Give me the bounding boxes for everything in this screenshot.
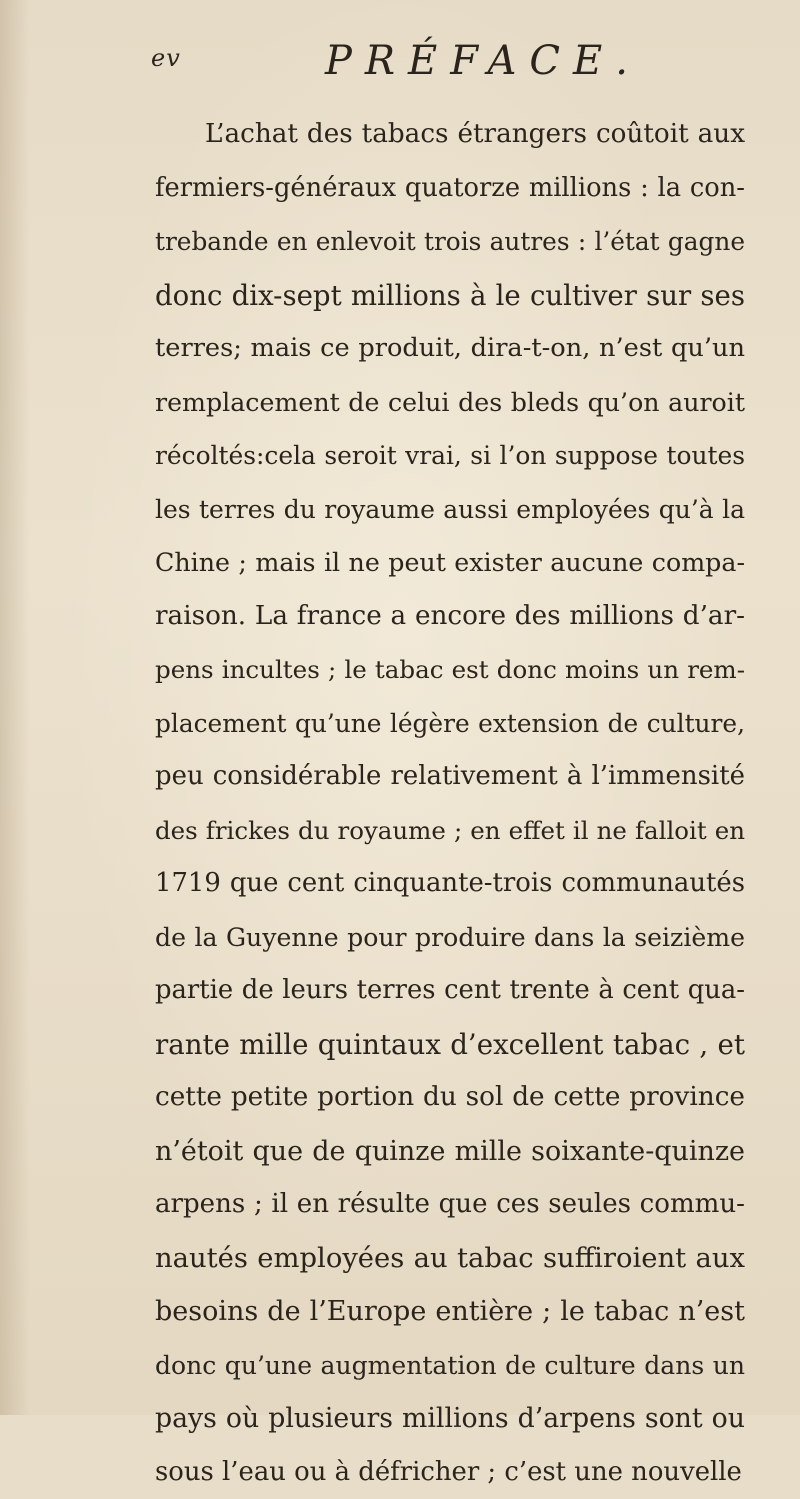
text-line: fermiers-généraux quatorze millions : la con-	[155, 162, 745, 216]
text-line: partie de leurs terres cent trente à cent qua-	[155, 964, 745, 1018]
text-line: remplacement de celui des bleds qu’on auroit	[155, 376, 745, 430]
text-line: pens incultes ; le tabac est donc moins un rem-	[155, 643, 745, 697]
text-line: 1719 que cent cinquante-trois communautés	[155, 857, 745, 911]
text-line: donc qu’une augmentation de culture dans un	[155, 1339, 745, 1393]
text-line: donc dix-sept millions à le cultiver sur ses	[155, 269, 745, 323]
text-line: terres; mais ce produit, dira-t-on, n’est qu’un	[155, 322, 745, 376]
text-line: trebande en enlevoit trois autres : l’état gagne	[155, 215, 745, 269]
text-line: cette petite portion du sol de cette province	[155, 1071, 745, 1125]
text-line: nautés employées au tabac suffiroient aux	[155, 1232, 745, 1286]
text-line: sous l’eau ou à défricher ; c’est une nouvelle	[155, 1446, 745, 1499]
text-line: récoltés:cela seroit vrai, si l’on suppose toutes	[155, 429, 745, 483]
text-line: placement qu’une légère extension de culture,	[155, 697, 745, 751]
text-line: de la Guyenne pour produire dans la seizième	[155, 911, 745, 965]
text-line: des frickes du royaume ; en effet il ne falloit en	[155, 804, 745, 858]
text-line: les terres du royaume aussi employées qu’à la	[155, 483, 745, 537]
text-line: rante mille quintaux d’excellent tabac , et	[155, 1018, 745, 1072]
text-line: n’étoit que de quinze mille soixante-quinze	[155, 1125, 745, 1179]
text-line: L’achat des tabacs étrangers coûtoit aux	[155, 108, 745, 162]
text-line: raison. La france a encore des millions d’ar-	[155, 590, 745, 644]
page-number: ev	[151, 44, 181, 72]
text-line: besoins de l’Europe entière ; le tabac n’est	[155, 1285, 745, 1339]
text-line: pays où plusieurs millions d’arpens sont ou	[155, 1392, 745, 1446]
body-text	[155, 108, 745, 1499]
page-edge-shadow	[0, 0, 30, 1415]
text-line: peu considérable relativement à l’immensité	[155, 750, 745, 804]
page-header	[0, 38, 800, 98]
text-line: Chine ; mais il ne peut exister aucune compa-	[155, 536, 745, 590]
running-head: PRÉFACE.	[325, 38, 641, 84]
text-line: arpens ; il en résulte que ces seules commu-	[155, 1178, 745, 1232]
